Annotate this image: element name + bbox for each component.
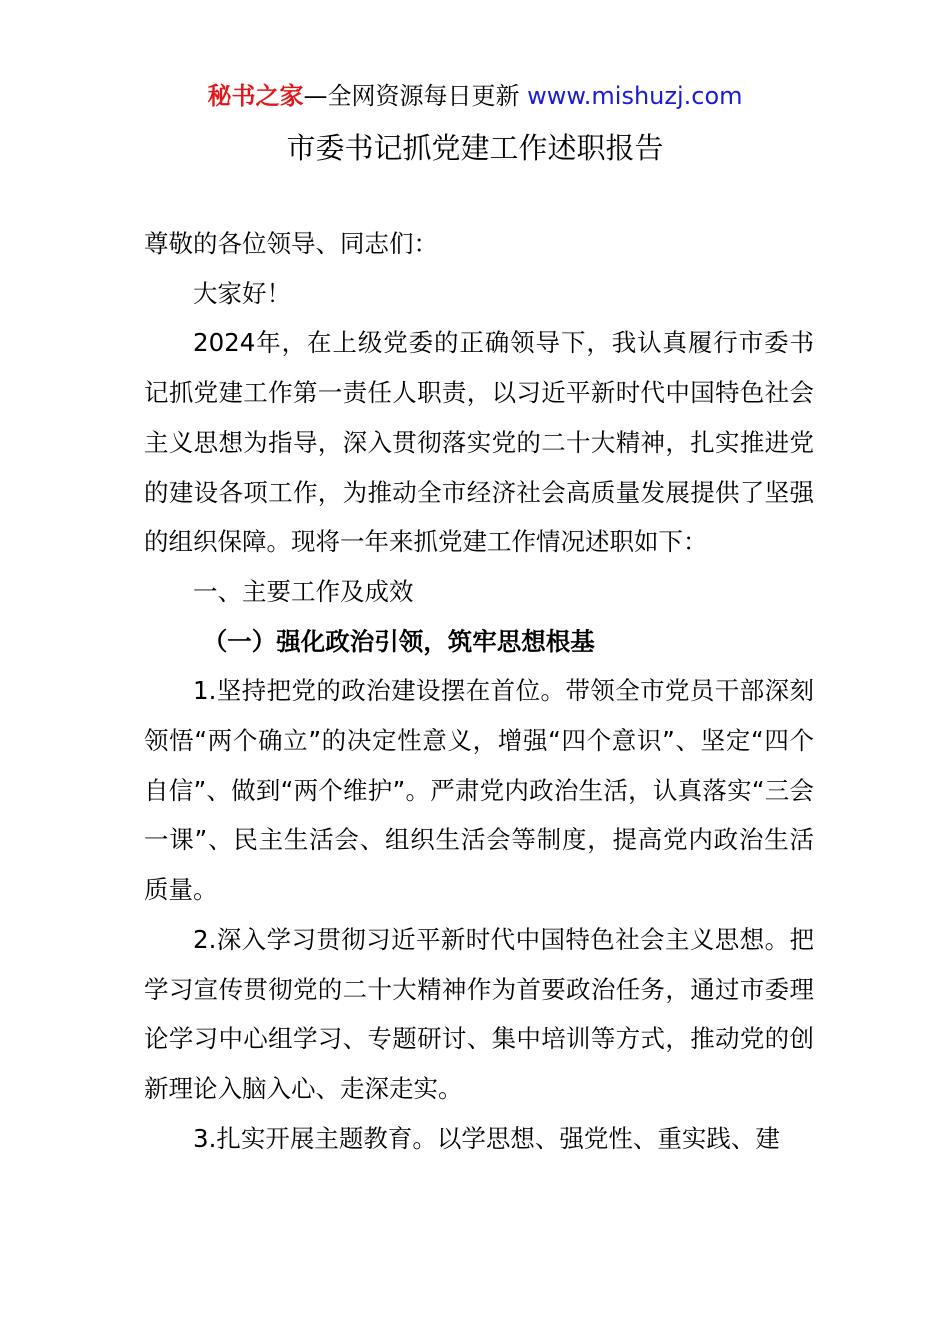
greeting: 大家好！ (193, 278, 291, 308)
site-url-link[interactable]: www.mishuzj.com (527, 82, 743, 110)
subsection-heading: （一）强化政治引领，筑牢思想根基 (202, 626, 595, 656)
brand-name: 秘书之家 (207, 82, 304, 110)
paragraph-item-1: 1.坚持把党的政治建设摆在首位。带领全市党员干部深刻领悟“两个确立”的决定性意义，增强“四个意识”、坚定“四个自信”、做到“两个维护”。严肃党内政治生活，认真落实“三会一课”、民主生活会、组织生活会等制度，提高党内政治生活质量。 (144, 676, 814, 905)
section-heading: 一、主要工作及成效 (193, 576, 414, 606)
document-body (144, 219, 814, 1163)
document-title: 市委书记抓党建工作述职报告 (286, 131, 664, 165)
header-tagline: —全网资源每日更新 (303, 82, 528, 110)
paragraph-item-2: 2.深入学习贯彻习近平新时代中国特色社会主义思想。把学习宣传贯彻党的二十大精神作为首要政治任务，通过市委理论学习中心组学习、专题研讨、集中培训等方式，推动党的创新理论入脑入心、走深走实。 (144, 924, 814, 1103)
salutation: 尊敬的各位领导、同志们： (144, 229, 438, 258)
site-header (0, 79, 950, 113)
paragraph-item-3: 3.扎实开展主题教育。以学思想、强党性、重实践、建 (193, 1123, 780, 1153)
intro-paragraph: 2024年，在上级党委的正确领导下，我认真履行市委书记抓党建工作第一责任人职责，以习近平新时代中国特色社会主义思想为指导，深入贯彻落实党的二十大精神，扎实推进党的建设各项工作，为推动全市经济社会高质量发展提供了坚强的组织保障。现将一年来抓党建工作情况述职如下： (144, 328, 814, 557)
